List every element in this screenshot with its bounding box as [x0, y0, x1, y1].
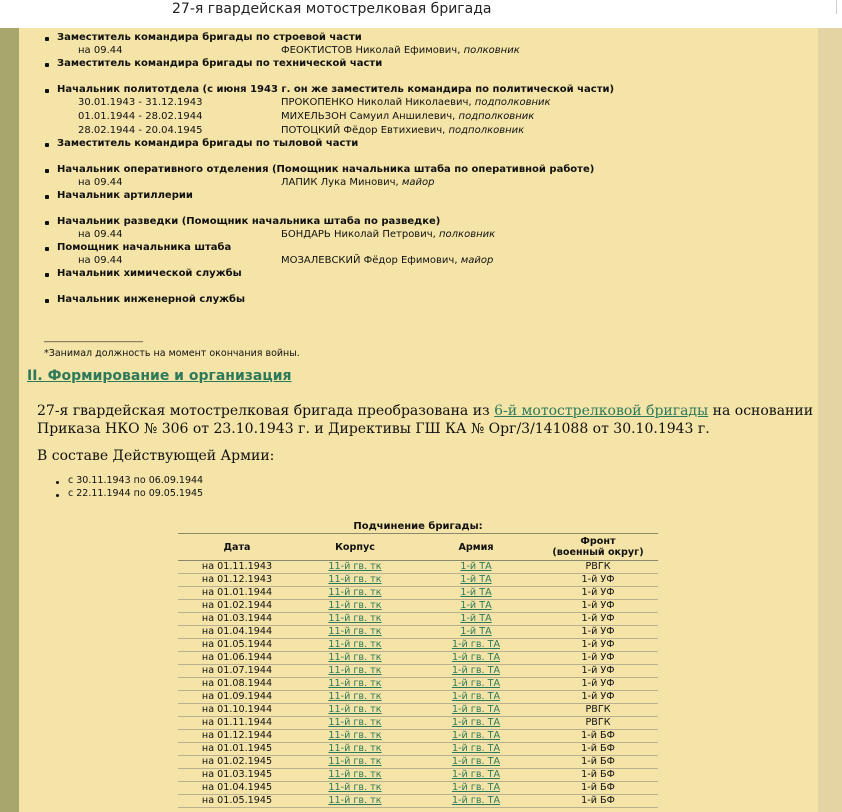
front-cell: 1-й УФ [538, 574, 658, 587]
front-cell: 1-й УФ [538, 639, 658, 652]
army-cell [414, 795, 538, 808]
army-cell [414, 691, 538, 704]
date-cell: на 01.09.1944 [178, 691, 296, 704]
army-cell [414, 600, 538, 613]
corps-link[interactable]: 11-й гв. тк [328, 678, 382, 689]
intel-date: на 09.44 [78, 229, 123, 240]
corps-cell [296, 600, 414, 613]
army-cell [414, 678, 538, 691]
politics-person-3: ПОТОЦКИЙ Фёдор Евтихиевич, подполковник [281, 125, 525, 136]
table-row [178, 587, 658, 600]
header-front: Фронт (военный округ) [538, 534, 658, 561]
table-row [178, 678, 658, 691]
front-cell: 1-й БФ [538, 730, 658, 743]
army-cell [414, 730, 538, 743]
army-cell [414, 613, 538, 626]
army-link[interactable]: 1-й гв. ТА [451, 769, 501, 780]
army-cell [414, 587, 538, 600]
army-link[interactable]: 1-й гв. ТА [451, 691, 501, 702]
corps-cell [296, 652, 414, 665]
staff-assist-label: Помощник начальника штаба [57, 242, 232, 253]
politics-date-3: 28.02.1944 - 20.04.1945 [78, 125, 203, 136]
army-link[interactable]: 1-й гв. ТА [451, 782, 501, 793]
deputy-rear-label: Заместитель командира бригады по тыловой части [57, 138, 359, 149]
corps-cell [296, 691, 414, 704]
army-cell [414, 756, 538, 769]
date-cell: на 01.06.1944 [178, 652, 296, 665]
corps-cell [296, 704, 414, 717]
army-link[interactable]: 1-й ТА [460, 600, 492, 611]
deputy-combat-label: Заместитель командира бригады по строевой части [57, 32, 362, 43]
list-bullet [45, 247, 49, 251]
formation-paragraph-line2: Приказа НКО № 306 от 23.10.1943 г. и Директивы ГШ КА № Орг/3/141088 от 30.10.1943 г. [37, 421, 710, 437]
army-link[interactable]: 1-й ТА [460, 613, 492, 624]
corps-cell [296, 717, 414, 730]
right-border [818, 28, 842, 812]
politics-date-1: 30.01.1943 - 31.12.1943 [78, 97, 203, 108]
army-link[interactable]: 1-й гв. ТА [451, 639, 501, 650]
source-brigade-link[interactable]: 6-й мотострелковой бригады [494, 403, 709, 419]
period-bullet [56, 481, 59, 484]
corps-link[interactable]: 11-й гв. тк [328, 665, 382, 676]
title-bar [0, 0, 842, 24]
army-link[interactable]: 1-й гв. ТА [451, 730, 501, 741]
intel-label: Начальник разведки (Помощник начальника штаба по разведке) [57, 216, 441, 227]
active-army-heading: В составе Действующей Армии: [37, 448, 275, 464]
front-cell: 1-й УФ [538, 600, 658, 613]
politics-label: Начальник политотдела (с июня 1943 г. он же заместитель командира по политической части) [57, 84, 615, 95]
army-cell [414, 782, 538, 795]
date-cell: на 01.03.1944 [178, 613, 296, 626]
army-cell [414, 717, 538, 730]
corps-cell [296, 782, 414, 795]
corps-link[interactable]: 11-й гв. тк [328, 717, 382, 728]
date-cell: на 01.05.1945 [178, 795, 296, 808]
front-cell: 1-й БФ [538, 795, 658, 808]
army-cell [414, 652, 538, 665]
table-row [178, 574, 658, 587]
title-divider [836, 0, 837, 14]
list-bullet [45, 63, 49, 67]
date-cell: на 01.02.1944 [178, 600, 296, 613]
table-row [178, 756, 658, 769]
date-cell: на 01.07.1944 [178, 665, 296, 678]
front-cell: 1-й БФ [538, 782, 658, 795]
front-cell: 1-й БФ [538, 756, 658, 769]
corps-link[interactable]: 11-й гв. тк [328, 626, 382, 637]
front-cell: 1-й УФ [538, 691, 658, 704]
corps-link[interactable]: 11-й гв. тк [328, 652, 382, 663]
corps-cell [296, 561, 414, 574]
army-link[interactable]: 1-й гв. ТА [451, 678, 501, 689]
staff-assist-date: на 09.44 [78, 255, 123, 266]
front-cell: 1-й УФ [538, 665, 658, 678]
table-row [178, 639, 658, 652]
window-title: 27-я гвардейская мотострелковая бригада [172, 1, 492, 17]
corps-link[interactable]: 11-й гв. тк [328, 769, 382, 780]
staff-assist-person: МОЗАЛЕВСКИЙ Фёдор Ефимович, майор [281, 255, 494, 266]
deputy-combat-person: ФЕОКТИСТОВ Николай Ефимович, полковник [281, 45, 520, 56]
date-cell: на 01.02.1945 [178, 756, 296, 769]
front-cell: РВГК [538, 717, 658, 730]
corps-link[interactable]: 11-й гв. тк [328, 574, 382, 585]
footnote-separator: ______________________ [44, 333, 143, 343]
army-cell [414, 626, 538, 639]
list-bullet [45, 37, 49, 41]
intel-person: БОНДАРЬ Николай Петрович, полковник [281, 229, 496, 240]
period-2: с 22.11.1944 по 09.05.1945 [68, 488, 204, 499]
table-row [178, 717, 658, 730]
date-cell: на 01.12.1944 [178, 730, 296, 743]
corps-link[interactable]: 11-й гв. тк [328, 613, 382, 624]
army-link[interactable]: 1-й гв. ТА [451, 795, 501, 806]
deputy-tech-label: Заместитель командира бригады по технической части [57, 58, 383, 69]
front-cell: 1-й УФ [538, 613, 658, 626]
table-row [178, 613, 658, 626]
table-row [178, 769, 658, 782]
corps-cell [296, 730, 414, 743]
header-date: Дата [178, 534, 296, 561]
table-row [178, 600, 658, 613]
corps-cell [296, 665, 414, 678]
corps-cell [296, 769, 414, 782]
politics-person-1: ПРОКОПЕНКО Николай Николаевич, подполковник [281, 97, 551, 108]
corps-cell [296, 574, 414, 587]
army-link[interactable]: 1-й гв. ТА [451, 652, 501, 663]
corps-link[interactable]: 11-й гв. тк [328, 743, 382, 754]
politics-person-2: МИХЕЛЬЗОН Самуил Аншилевич, подполковник [281, 111, 535, 122]
corps-link[interactable]: 11-й гв. тк [328, 561, 382, 572]
army-cell [414, 743, 538, 756]
table-body [178, 561, 658, 808]
list-bullet [45, 273, 49, 277]
operations-date: на 09.44 [78, 177, 123, 188]
army-link[interactable]: 1-й гв. ТА [451, 704, 501, 715]
table-header-row [178, 534, 658, 561]
date-cell: на 01.12.1943 [178, 574, 296, 587]
corps-cell [296, 626, 414, 639]
front-cell: 1-й УФ [538, 626, 658, 639]
table-row [178, 743, 658, 756]
table-row [178, 704, 658, 717]
corps-link[interactable]: 11-й гв. тк [328, 691, 382, 702]
date-cell: на 01.11.1943 [178, 561, 296, 574]
list-bullet [45, 89, 49, 93]
period-bullet [56, 494, 59, 497]
army-cell [414, 665, 538, 678]
corps-cell [296, 795, 414, 808]
army-link[interactable]: 1-й ТА [460, 587, 492, 598]
corps-cell [296, 743, 414, 756]
corps-link[interactable]: 11-й гв. тк [328, 704, 382, 715]
corps-cell [296, 639, 414, 652]
table-row [178, 665, 658, 678]
date-cell: на 01.10.1944 [178, 704, 296, 717]
army-cell [414, 704, 538, 717]
artillery-label: Начальник артиллерии [57, 190, 193, 201]
table-row [178, 561, 658, 574]
chem-label: Начальник химической службы [57, 268, 242, 279]
date-cell: на 01.04.1945 [178, 782, 296, 795]
front-cell: 1-й УФ [538, 652, 658, 665]
list-bullet [45, 221, 49, 225]
list-bullet [45, 195, 49, 199]
corps-link[interactable]: 11-й гв. тк [328, 795, 382, 806]
politics-date-2: 01.01.1944 - 28.02.1944 [78, 111, 203, 122]
army-cell [414, 574, 538, 587]
table-row [178, 652, 658, 665]
corps-cell [296, 587, 414, 600]
front-cell: 1-й БФ [538, 769, 658, 782]
corps-link[interactable]: 11-й гв. тк [328, 587, 382, 598]
corps-link[interactable]: 11-й гв. тк [328, 782, 382, 793]
list-bullet [45, 299, 49, 303]
front-cell: РВГК [538, 561, 658, 574]
date-cell: на 01.04.1944 [178, 626, 296, 639]
subordination-caption: Подчинение бригады: [353, 521, 483, 532]
footnote: *Занимал должность на момент окончания войны. [44, 348, 300, 359]
table-row [178, 691, 658, 704]
front-cell: РВГК [538, 704, 658, 717]
header-army: Армия [414, 534, 538, 561]
section-heading[interactable]: II. Формирование и организация [27, 368, 292, 384]
subordination-table [178, 521, 658, 808]
corps-cell [296, 613, 414, 626]
date-cell: на 01.08.1944 [178, 678, 296, 691]
table-row [178, 626, 658, 639]
date-cell: на 01.11.1944 [178, 717, 296, 730]
header-corps: Корпус [296, 534, 414, 561]
army-link[interactable]: 1-й гв. ТА [451, 665, 501, 676]
army-link[interactable]: 1-й гв. ТА [451, 717, 501, 728]
table-row [178, 730, 658, 743]
front-cell: 1-й УФ [538, 678, 658, 691]
list-bullet [45, 143, 49, 147]
army-link[interactable]: 1-й гв. ТА [451, 743, 501, 754]
front-cell: 1-й УФ [538, 587, 658, 600]
army-cell [414, 561, 538, 574]
army-cell [414, 639, 538, 652]
front-cell: 1-й БФ [538, 743, 658, 756]
army-link[interactable]: 1-й ТА [460, 574, 492, 585]
period-1: с 30.11.1943 по 06.09.1944 [68, 475, 204, 486]
left-border [0, 28, 19, 812]
army-link[interactable]: 1-й ТА [460, 626, 492, 637]
army-link[interactable]: 1-й гв. ТА [451, 756, 501, 767]
table-row [178, 782, 658, 795]
corps-link[interactable]: 11-й гв. тк [328, 756, 382, 767]
eng-label: Начальник инженерной службы [57, 294, 246, 305]
army-cell [414, 769, 538, 782]
deputy-combat-date: на 09.44 [78, 45, 123, 56]
corps-link[interactable]: 11-й гв. тк [328, 639, 382, 650]
formation-paragraph: 27-я гвардейская мотострелковая бригада преобразована из 6-й мотострелковой бригады на основании [37, 403, 814, 419]
table-row [178, 795, 658, 808]
date-cell: на 01.03.1945 [178, 769, 296, 782]
date-cell: на 01.01.1944 [178, 587, 296, 600]
corps-link[interactable]: 11-й гв. тк [328, 600, 382, 611]
date-cell: на 01.05.1944 [178, 639, 296, 652]
army-link[interactable]: 1-й ТА [460, 561, 492, 572]
list-bullet [45, 169, 49, 173]
corps-cell [296, 678, 414, 691]
operations-person: ЛАПИК Лука Минович, майор [281, 177, 435, 188]
corps-link[interactable]: 11-й гв. тк [328, 730, 382, 741]
date-cell: на 01.01.1945 [178, 743, 296, 756]
operations-label: Начальник оперативного отделения (Помощник начальника штаба по оперативной работе) [57, 164, 595, 175]
corps-cell [296, 756, 414, 769]
